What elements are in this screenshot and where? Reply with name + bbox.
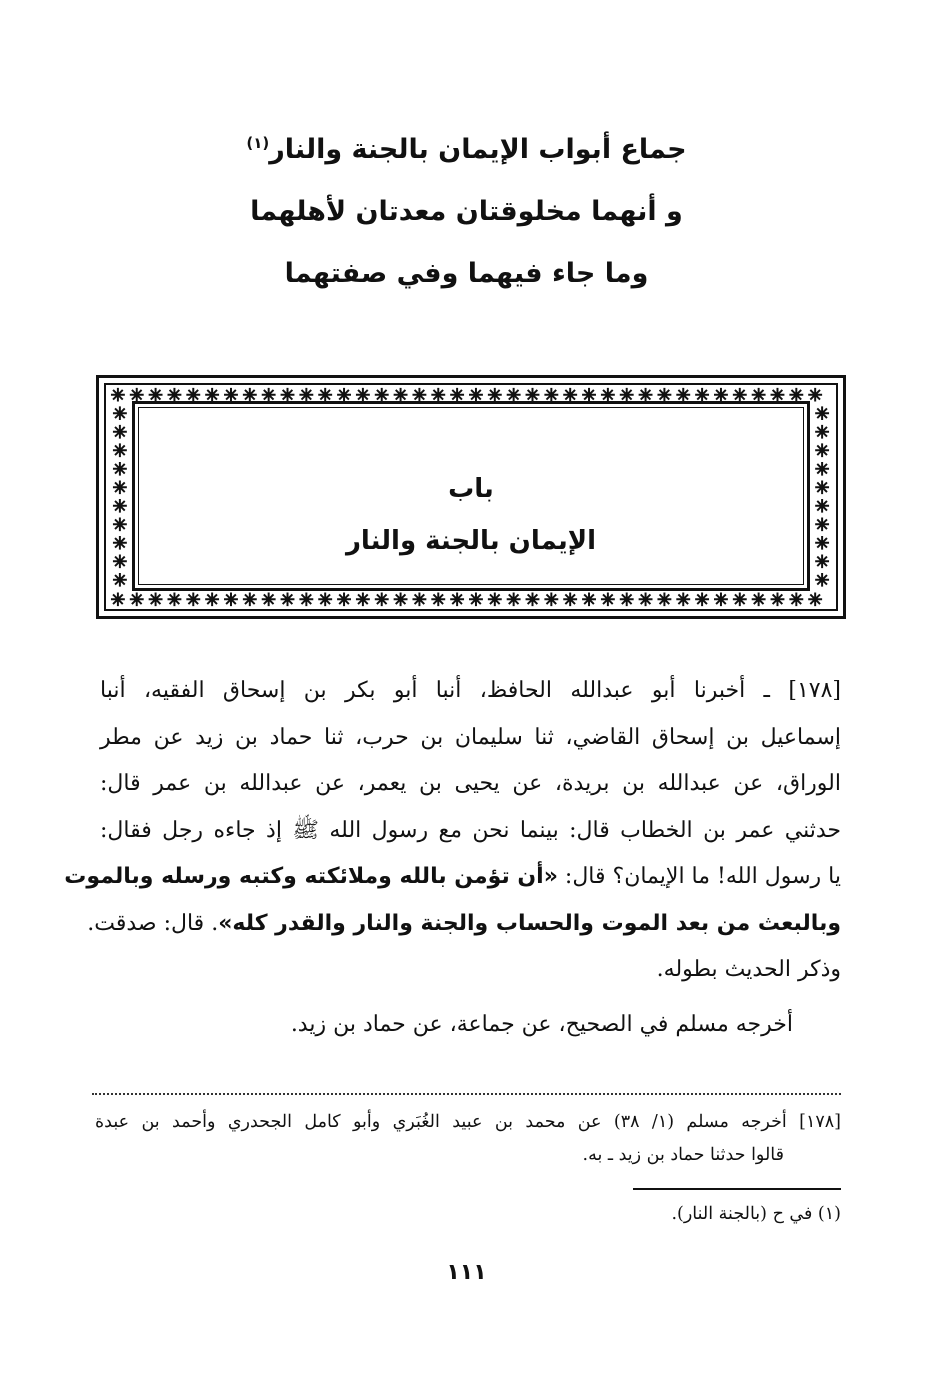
- ornament-motif: [205, 388, 219, 402]
- footnote-rule: [633, 1188, 841, 1190]
- chapter-ornamental-frame: [96, 375, 846, 619]
- hadith-line-6-plain: . قال: صدقت.: [87, 910, 219, 936]
- ornament-motif: [582, 592, 596, 606]
- ornament-motif: [563, 388, 577, 402]
- hadith-line-5-bold: «أن تؤمن بالله وملائكته وكتبه ورسله وبالموت: [64, 864, 558, 889]
- ornament-motif: [111, 388, 125, 402]
- ornament-motif: [113, 499, 127, 513]
- footnote-1: (١) في ح (بالجنة النار).: [671, 1204, 841, 1224]
- takhrij-note: أخرجه مسلم في الصحيح، عن جماعة، عن حماد بن زيد.: [290, 1012, 793, 1037]
- ornament-motif: [815, 536, 829, 550]
- ornament-motif: [113, 443, 127, 457]
- ornament-motif: [318, 592, 332, 606]
- ornament-motif: [113, 573, 127, 587]
- ornament-motif: [469, 592, 483, 606]
- ornament-motif: [676, 388, 690, 402]
- ornament-motif: [733, 388, 747, 402]
- hadith-footnote-line-1: [١٧٨] أخرجه مسلم (١/ ٣٨) عن محمد بن عبيد الغُبَري وأبو كامل الجحدري وأحمد بن عبدة: [95, 1112, 841, 1132]
- ornament-motif: [789, 388, 803, 402]
- ornament-motif: [149, 592, 163, 606]
- ornament-motif: [563, 592, 577, 606]
- ornament-motif: [733, 592, 747, 606]
- ornament-motif: [507, 592, 521, 606]
- ornament-motif: [299, 592, 313, 606]
- ornament-motif: [815, 573, 829, 587]
- ornament-motif: [394, 592, 408, 606]
- ornament-motif: [224, 592, 238, 606]
- ornament-motif: [488, 388, 502, 402]
- ornament-motif: [167, 592, 181, 606]
- chapter-title: الإيمان بالجنة والنار: [345, 526, 597, 556]
- hadith-line-3: الوراق، عن عبدالله بن بريدة، عن يحيى بن يعمر، عن عبدالله بن عمر قال:: [100, 771, 841, 796]
- ornament-motif: [639, 592, 653, 606]
- ornament-motif: [149, 388, 163, 402]
- ornament-motif: [815, 462, 829, 476]
- ornament-motif: [281, 388, 295, 402]
- footnote-marker: (١): [246, 134, 270, 152]
- ornament-motif: [714, 388, 728, 402]
- hadith-line-2: إسماعيل بن إسحاق القاضي، ثنا سليمان بن حرب، ثنا حماد بن زيد عن مطر: [100, 724, 841, 750]
- ornament-motif: [469, 388, 483, 402]
- ornament-motif: [815, 406, 829, 420]
- ornament-motif: [113, 425, 127, 439]
- hadith-text: [64, 668, 841, 994]
- ornament-motif: [815, 443, 829, 457]
- ornament-motif: [243, 592, 257, 606]
- ornament-motif: [526, 388, 540, 402]
- ornament-motif: [224, 388, 238, 402]
- ornament-motif: [676, 592, 690, 606]
- ornament-motif: [431, 592, 445, 606]
- ornament-motif: [412, 388, 426, 402]
- ornament-motif: [752, 592, 766, 606]
- hadith-line-7: وذكر الحديث بطوله.: [656, 957, 841, 982]
- ornament-motif: [337, 388, 351, 402]
- ornament-motif: [356, 388, 370, 402]
- hadith-footnote: [95, 1106, 841, 1172]
- ornament-motif: [620, 388, 634, 402]
- ornament-motif: [815, 425, 829, 439]
- ornament-motif: [113, 480, 127, 494]
- ornament-motif: [243, 388, 257, 402]
- hadith-line-4: حدثني عمر بن الخطاب قال: بينما نحن مع رسول الله ﷺ إذ جاءه رجل فقال:: [100, 817, 841, 843]
- ornament-motif: [262, 592, 276, 606]
- ornament-motif: [695, 388, 709, 402]
- ornament-motif: [544, 388, 558, 402]
- ornament-motif: [113, 406, 127, 420]
- ornament-motif: [113, 462, 127, 476]
- ornament-motif: [113, 517, 127, 531]
- dotted-separator: [92, 1093, 841, 1095]
- ornament-motif: [375, 388, 389, 402]
- ornament-motif: [771, 388, 785, 402]
- ornament-motif: [299, 388, 313, 402]
- ornament-motif: [111, 592, 125, 606]
- ornament-motif: [281, 592, 295, 606]
- ornament-motif: [815, 554, 829, 568]
- ornament-motif: [113, 554, 127, 568]
- ornament-motif: [488, 592, 502, 606]
- ornament-motif: [167, 388, 181, 402]
- ornament-motif: [601, 388, 615, 402]
- ornament-motif: [205, 592, 219, 606]
- ornament-motif: [815, 499, 829, 513]
- ornament-motif: [337, 592, 351, 606]
- ornament-motif: [394, 388, 408, 402]
- ornament-motif: [186, 388, 200, 402]
- ornament-motif: [695, 592, 709, 606]
- heading-line-1: [0, 112, 933, 181]
- ornament-motif: [431, 388, 445, 402]
- ornament-motif: [113, 536, 127, 550]
- hadith-footnote-line-2: قالوا حدثنا حماد بن زيد ـ به.: [582, 1145, 784, 1165]
- ornament-motif: [601, 592, 615, 606]
- hadith-line-6: [87, 901, 841, 948]
- ornament-motif: [375, 592, 389, 606]
- ornament-motif: [544, 592, 558, 606]
- ornament-motif: [130, 388, 144, 402]
- hadith-line-5-plain: يا رسول الله! ما الإيمان؟ قال:: [557, 864, 841, 889]
- ornament-motif: [815, 517, 829, 531]
- hadith-line-6-bold: وبالبعث من بعد الموت والحساب والجنة والنار والقدر كله»: [218, 910, 841, 936]
- ornament-motif: [318, 388, 332, 402]
- ornament-motif: [815, 480, 829, 494]
- heading-line-3: وما جاء فيهما وفي صفتهما: [284, 258, 649, 289]
- ornament-motif: [771, 592, 785, 606]
- ornament-motif: [412, 592, 426, 606]
- ornament-motif: [450, 388, 464, 402]
- ornament-motif: [526, 592, 540, 606]
- heading-line-1-text: جماع أبواب الإيمان بالجنة والنار: [269, 134, 687, 165]
- ornament-motif: [657, 592, 671, 606]
- hadith-line-5: [64, 854, 841, 901]
- chapter-label: باب: [448, 474, 494, 504]
- hadith-line-1: [١٧٨] ـ أخبرنا أبو عبدالله الحافظ، أنبا أبو بكر بن إسحاق الفقيه، أنبا: [100, 678, 841, 703]
- ornament-motif: [789, 592, 803, 606]
- ornament-motif: [130, 592, 144, 606]
- ornament-motif: [808, 592, 822, 606]
- ornament-motif: [808, 388, 822, 402]
- ornament-motif: [639, 388, 653, 402]
- ornament-motif: [262, 388, 276, 402]
- ornament-motif: [507, 388, 521, 402]
- section-heading: [0, 112, 933, 305]
- ornament-motif: [752, 388, 766, 402]
- ornament-motif: [620, 592, 634, 606]
- ornament-motif: [186, 592, 200, 606]
- ornament-motif: [657, 388, 671, 402]
- ornament-motif: [356, 592, 370, 606]
- ornament-motif: [582, 388, 596, 402]
- ornament-motif: [450, 592, 464, 606]
- ornament-motif: [714, 592, 728, 606]
- page-number: ١١١: [446, 1260, 487, 1285]
- chapter-title-box: [132, 401, 810, 591]
- heading-line-2: و أنهما مخلوقتان معدتان لأهلهما: [250, 196, 683, 227]
